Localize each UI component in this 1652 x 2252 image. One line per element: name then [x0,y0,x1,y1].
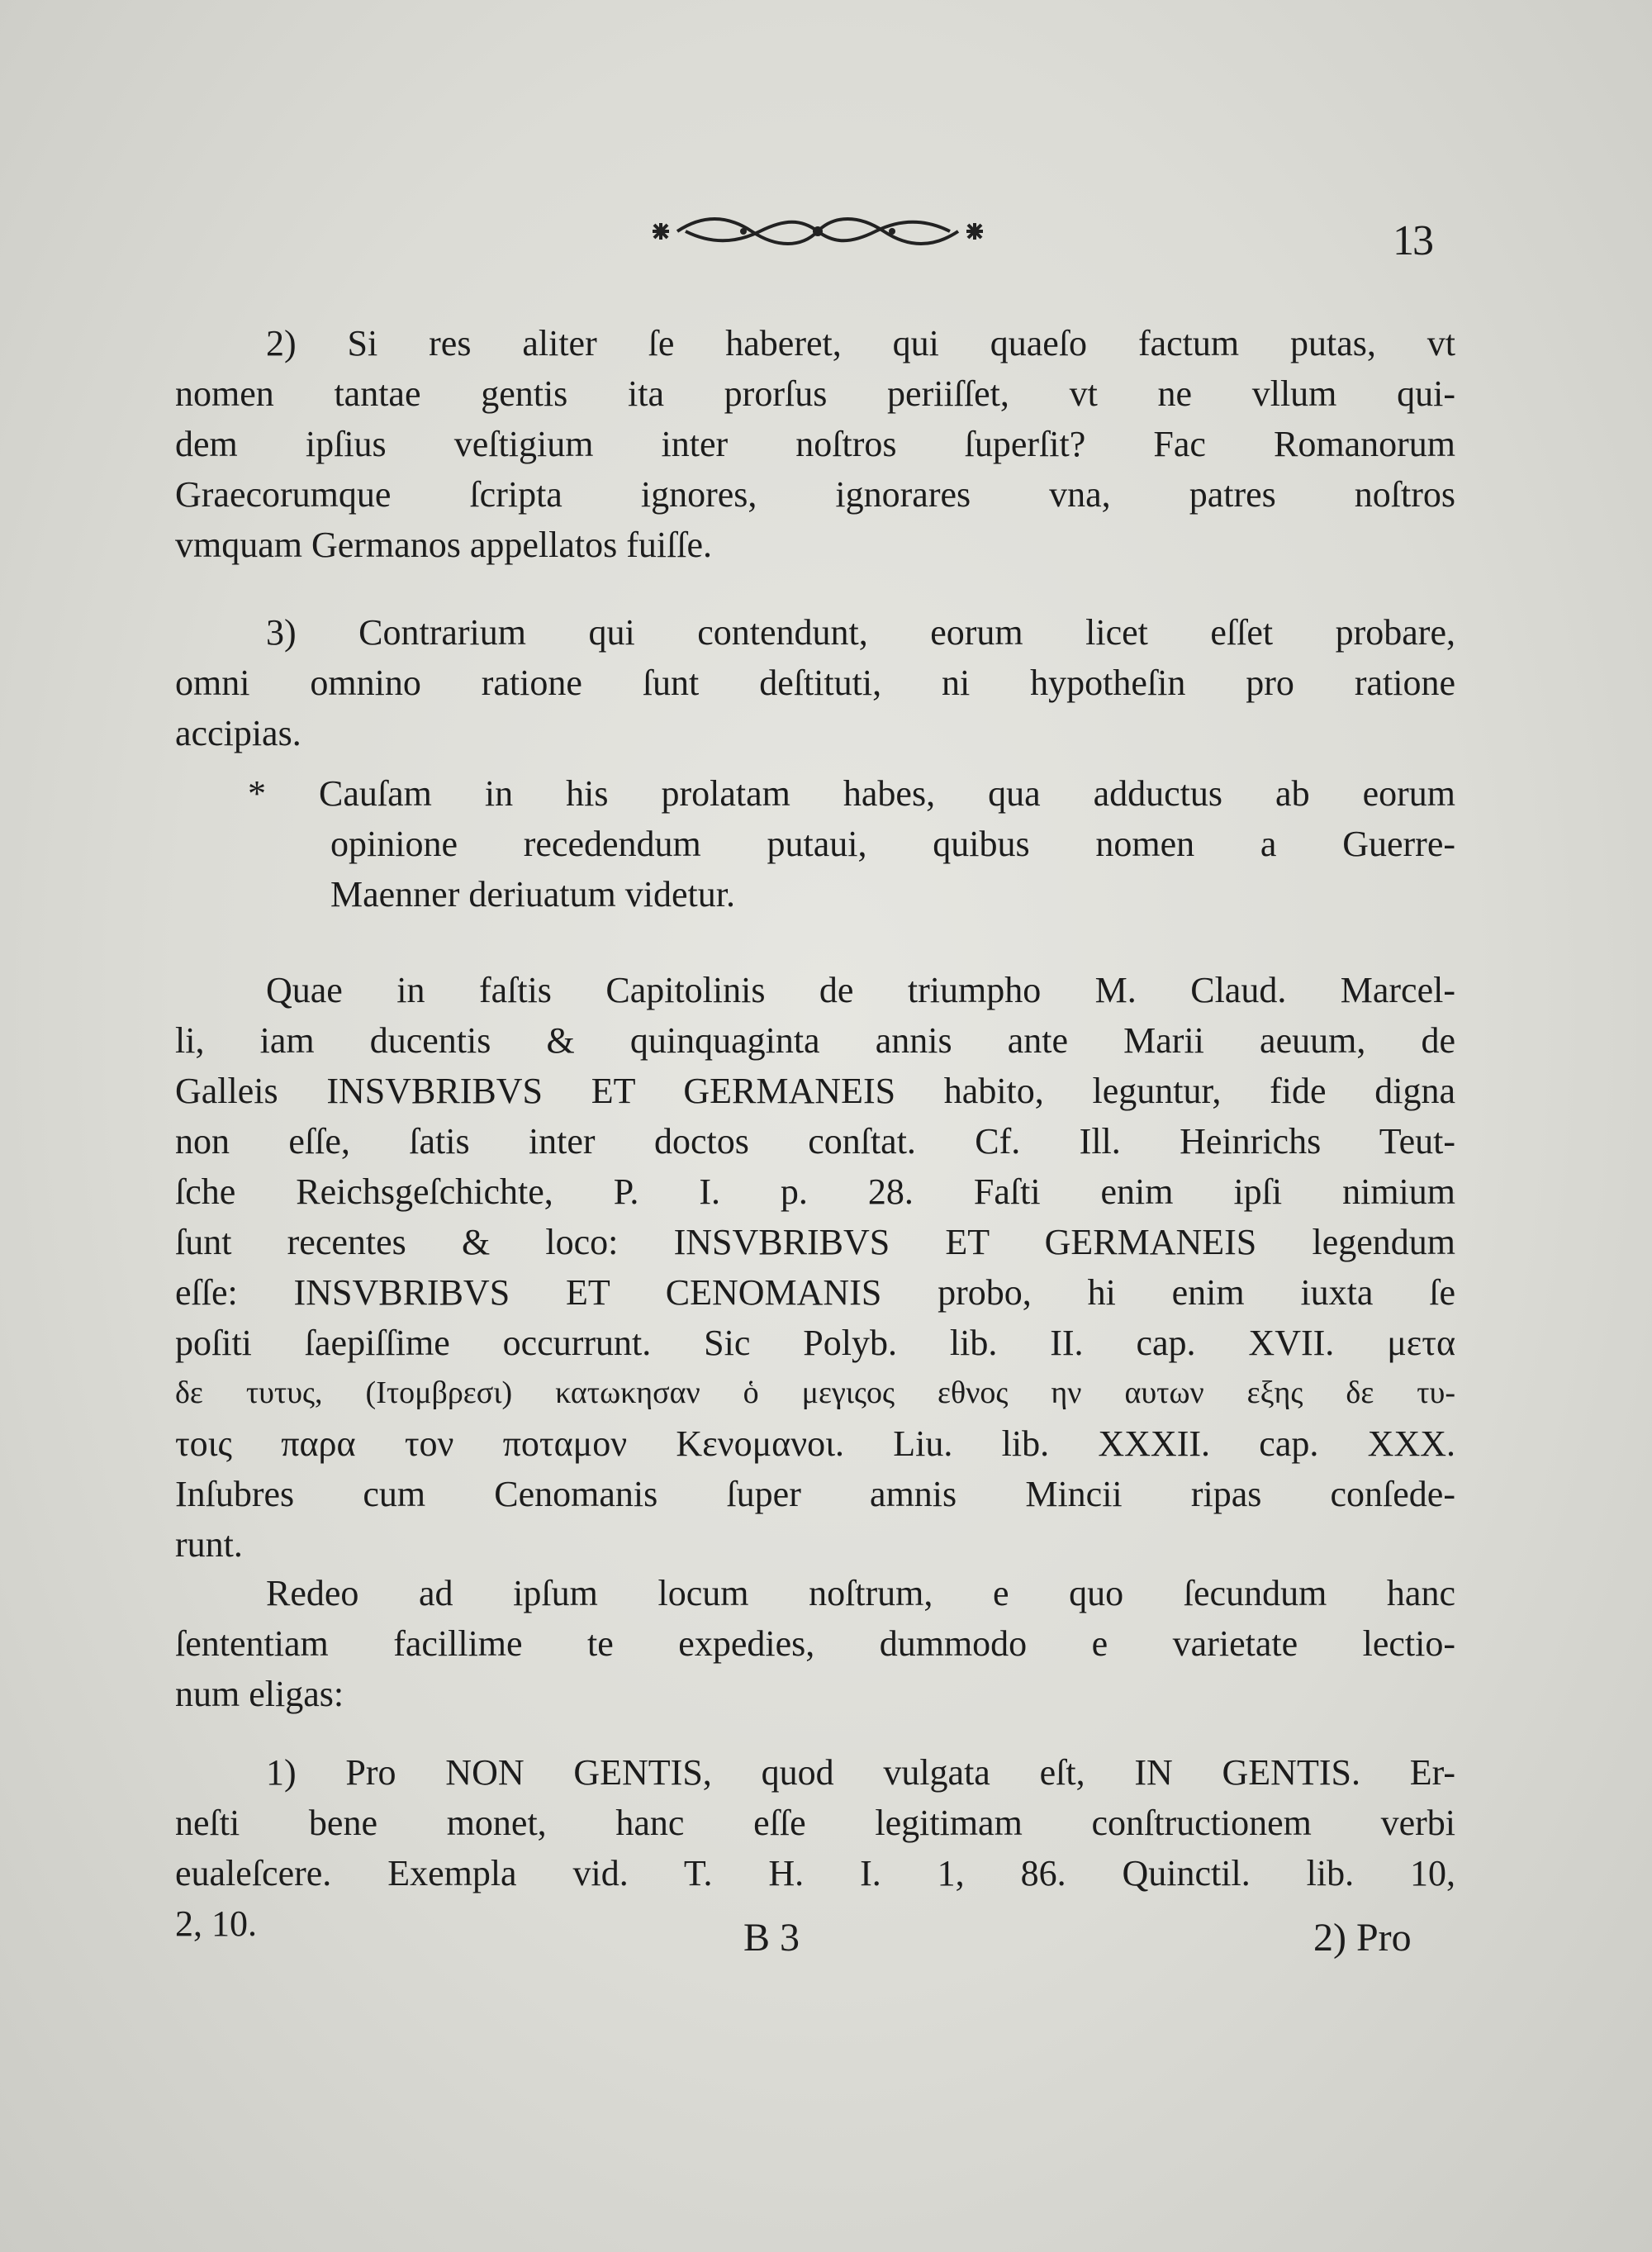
page-number: 13 [1393,217,1432,264]
text-line: 3) Contrarium qui contendunt, eorum licet eſſet probare, [266,612,1455,653]
footnote-note [248,768,1455,919]
catchword: 2) Pro [1313,1916,1412,1960]
text-line: ſententiam facillime te expedies, dummodo e varietate lectio- [175,1623,1455,1664]
text-line: ſche Reichsgeſchichte, P. I. p. 28. Faſti enim ipſi nimium [175,1171,1455,1212]
paragraph-3 [175,607,1455,758]
text-line: non eſſe, ſatis inter doctos conſtat. Cf. Ill. Heinrichs Teut- [175,1121,1455,1162]
text-line: τοις παρα τον ποταμον Κενομανοι. Liu. lib. XXXII. cap. XXX. [175,1423,1455,1464]
text-line: eſſe: INSVBRIBVS ET CENOMANIS probo, hi enim iuxta ſe [175,1272,1455,1313]
page-footer [0,1915,1652,1981]
text-line: Inſubres cum Cenomanis ſuper amnis Mincii ripas conſede- [175,1474,1455,1514]
paragraph-quae [175,965,1455,1570]
text-line: runt. [175,1524,243,1565]
text-line: 1) Pro NON GENTIS, quod vulgata eſt, IN GENTIS. Er- [266,1752,1455,1793]
text-line: nomen tantae gentis ita prorſus periiſſet, vt ne vllum qui- [175,373,1455,414]
paragraph-2 [175,318,1455,570]
text-line: Redeo ad ipſum locum noſtrum, e quo ſecundum hanc [266,1573,1455,1613]
text-line: ſunt recentes & loco: INSVBRIBVS ET GERMANEIS legendum [175,1222,1455,1262]
text-line: vmquam Germanos appellatos fuiſſe. [175,525,713,565]
text-line: 2) Si res aliter ſe haberet, qui quaeſo factum putas, vt [266,323,1455,363]
text-line: num eligas: [175,1674,344,1714]
text-line-greek: δε τυτυς, (Ιτομβρεσι) κατωκησαν ὁ μεγιςος εθνος ην αυτων εξης δε τυ- [175,1375,1455,1410]
text-line: neſti bene monet, hanc eſſe legitimam conſtructionem verbi [175,1803,1455,1843]
text-line: Galleis INSVBRIBVS ET GERMANEIS habito, leguntur, fide digna [175,1071,1455,1111]
signature-mark: B 3 [743,1916,800,1960]
text-line: dem ipſius veſtigium inter noſtros ſuperſit? Fac Romanorum [175,424,1455,464]
text-line: opinione recedendum putaui, quibus nomen a Guerre- [330,824,1455,864]
paragraph-redeo [175,1568,1455,1719]
text-line: accipias. [175,713,301,753]
text-line: eualeſcere. Exempla vid. T. H. I. 1, 86. Quinctil. lib. 10, [175,1853,1455,1893]
text-line: omni omnino ratione ſunt deſtituti, ni hypotheſin pro ratione [175,663,1455,703]
text-line: Maenner deriuatum videtur. [330,874,735,915]
text-line: poſiti ſaepiſſime occurrunt. Sic Polyb. lib. II. cap. XVII. μετα [175,1323,1455,1363]
text-line: li, iam ducentis & quinquaginta annis ante Marii aeuum, de [175,1020,1455,1061]
text-line: * Cauſam in his prolatam habes, qua adductus ab eorum [248,773,1455,814]
text-line: 2, 10. [175,1903,257,1944]
printer-ornament [636,207,999,256]
text-line: Graecorumque ſcripta ignores, ignorares vna, patres noſtros [175,474,1455,515]
text-line: Quae in faſtis Capitolinis de triumpho M. Claud. Marcel- [266,970,1455,1010]
